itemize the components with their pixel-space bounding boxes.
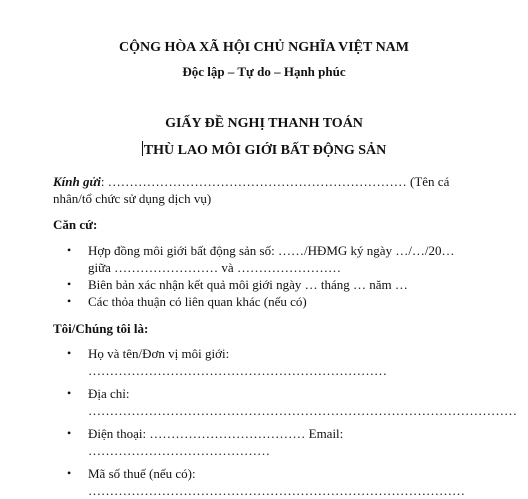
recipient-paragraph: [53, 173, 473, 207]
bullet-icon: •: [67, 346, 72, 360]
document-subtitle: [0, 141, 528, 159]
bullet-icon: •: [67, 277, 72, 291]
national-motto: Độc lập – Tự do – Hạnh phúc: [182, 64, 346, 79]
list-item-text: Hợp đồng môi giới bất động sản số: ……/HĐMG ký ngày …/…/20… giữa …………………… và ……………………: [88, 243, 455, 275]
list-item-text: Các thỏa thuận có liên quan khác (nếu có): [88, 294, 307, 309]
list-item-text: Địa chỉ: ………………………………………………………………………………………: [88, 386, 517, 418]
party-details-list: [53, 345, 517, 499]
list-item: [53, 385, 517, 419]
bullet-icon: •: [67, 426, 72, 440]
document-subtitle-text: THÙ LAO MÔI GIỚI BẤT ĐỘNG SẢN: [143, 143, 387, 158]
bullet-icon: •: [67, 243, 72, 257]
party-heading: Tôi/Chúng tôi là:: [53, 321, 149, 336]
list-item: [53, 345, 473, 379]
list-item-text: Họ và tên/Đơn vị môi giới: ……………………………………………………………: [88, 346, 387, 378]
list-item: [53, 293, 473, 310]
recipient-text: : …………………………………………………………… (Tên cá nhân/tổ chức sử dụng dịch vụ): [53, 174, 450, 206]
document-title: GIẤY ĐỀ NGHỊ THANH TOÁN: [165, 116, 363, 131]
list-item-text: Điện thoại: ……………………………… Email: ……………………………………: [88, 426, 344, 458]
text-cursor: [142, 141, 143, 156]
bullet-icon: •: [67, 466, 72, 480]
list-item-text: Biên bản xác nhận kết quả môi giới ngày … tháng … năm …: [88, 277, 408, 292]
basis-heading: Căn cứ:: [53, 217, 98, 232]
recipient-label: Kính gửi: [53, 174, 101, 189]
list-item: [53, 276, 473, 293]
bullet-icon: •: [67, 386, 72, 400]
bullet-icon: •: [67, 294, 72, 308]
basis-list: [53, 242, 473, 310]
list-item: [53, 242, 473, 276]
list-item: [53, 425, 473, 459]
list-item-text: Mã số thuế (nếu có): ……………………………………………………………………………: [88, 466, 465, 498]
national-title: CỘNG HÒA XÃ HỘI CHỦ NGHĨA VIỆT NAM: [118, 40, 409, 55]
